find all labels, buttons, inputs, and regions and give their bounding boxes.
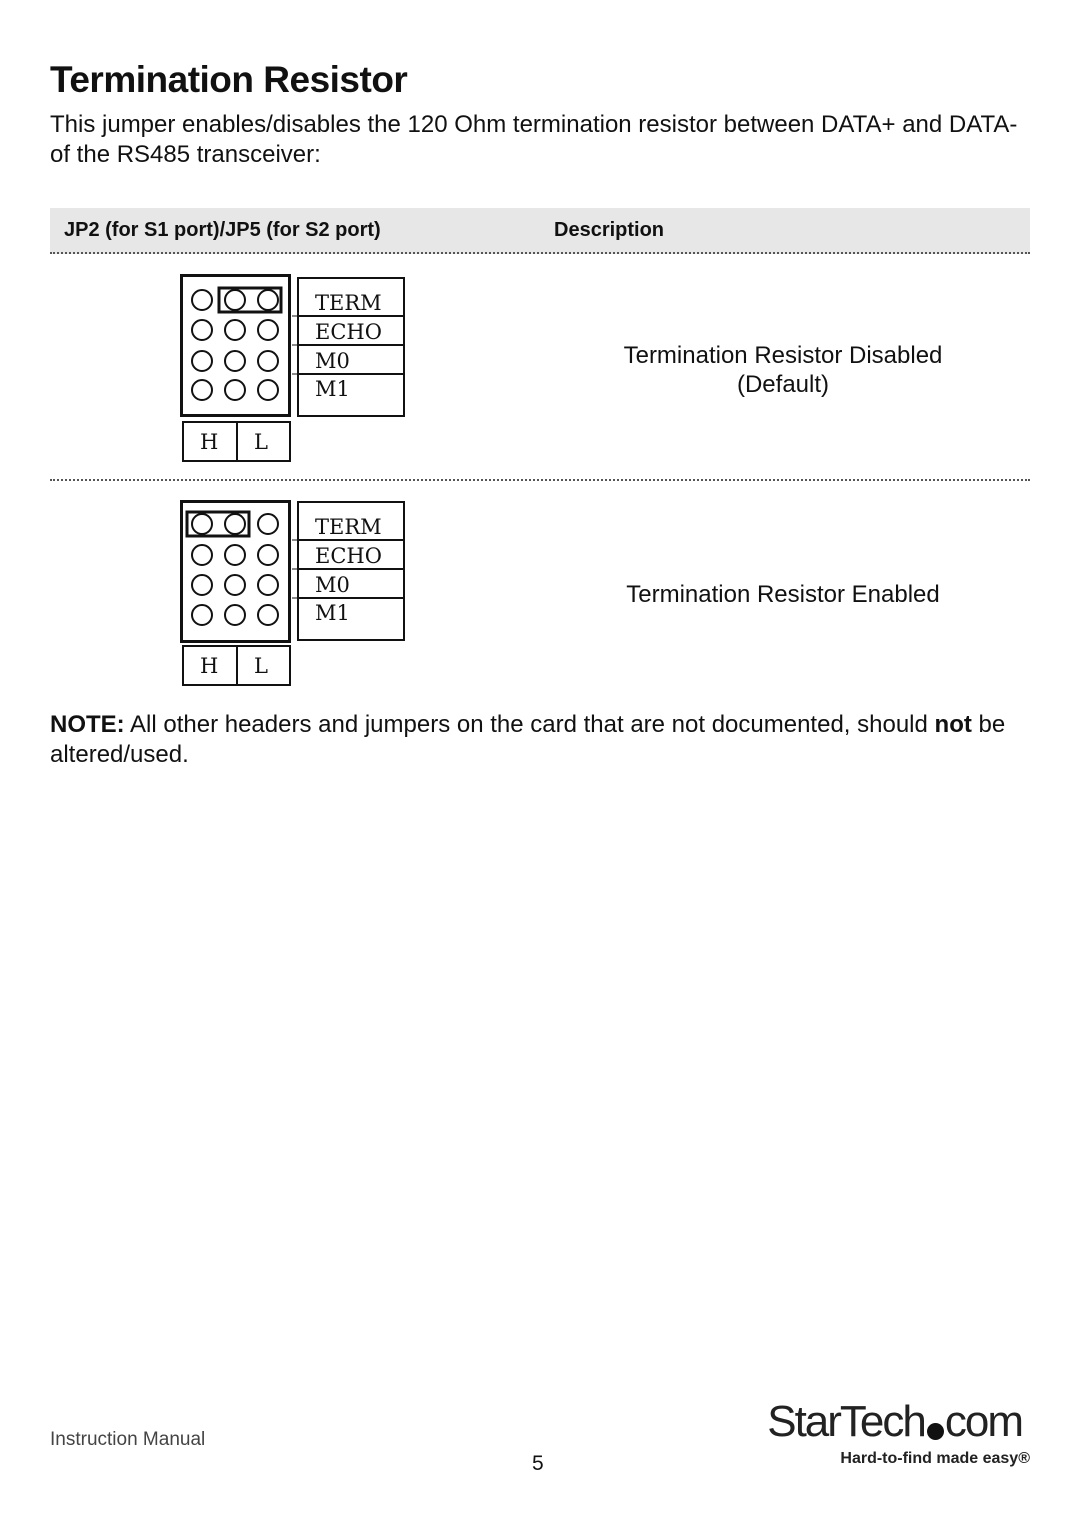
label-h: H [200,430,219,454]
note-text-end: be altered/used. [50,711,1006,768]
label-box [292,502,404,640]
logo-tagline: Hard-to-find made easy® [840,1450,1030,1467]
intro-paragraph: This jumper enables/disables the 120 Ohm termination resistor between DATA+ and DATA- of the RS485 transceiver: [50,111,1018,168]
pin-header-outline [182,276,290,416]
page-number: 5 [532,1452,544,1475]
label-term: TERM [315,291,382,315]
logo-com: com [944,1397,1022,1446]
label-l: L [254,654,268,678]
logo-dot-icon [927,1423,944,1440]
logo-wordmark [767,1397,1022,1447]
startech-logo [760,1397,1030,1477]
hl-box [183,422,290,461]
note-text: All other headers and jumpers on the card that are not documented, should [124,711,935,738]
label-echo: ECHO [315,320,382,344]
row-description [590,580,976,609]
footer-manual-label: Instruction Manual [50,1429,206,1450]
label-m0: M0 [315,349,350,373]
note-emphasis: not [934,711,972,738]
jumper-diagram-enabled [180,500,410,690]
description-line: Termination Resistor Enabled [626,581,940,608]
note-label: NOTE: [50,711,125,738]
header-jumper: JP2 (for S1 port)/JP5 (for S2 port) [64,219,381,241]
label-echo: ECHO [315,544,382,568]
pin-grid [192,290,278,400]
label-m1: M1 [315,377,350,401]
logo-star: StarTech [767,1397,925,1446]
label-m1: M1 [315,601,350,625]
pin-grid [192,514,278,625]
table-header [50,208,1030,254]
hl-box [183,646,290,685]
table-row [50,482,1030,692]
note-paragraph [50,710,1035,770]
label-box [292,278,404,416]
description-line: (Default) [736,371,830,398]
page-title: Termination Resistor [50,59,408,100]
label-h: H [200,654,219,678]
table-row [50,256,1030,481]
label-term: TERM [315,515,382,539]
header-description: Description [554,219,665,241]
description-line: Termination Resistor Disabled [623,342,943,369]
label-m0: M0 [315,573,350,597]
pin-header-outline [182,502,290,642]
row-description [590,341,976,399]
jumper-diagram-disabled [180,274,410,464]
label-l: L [254,430,268,454]
